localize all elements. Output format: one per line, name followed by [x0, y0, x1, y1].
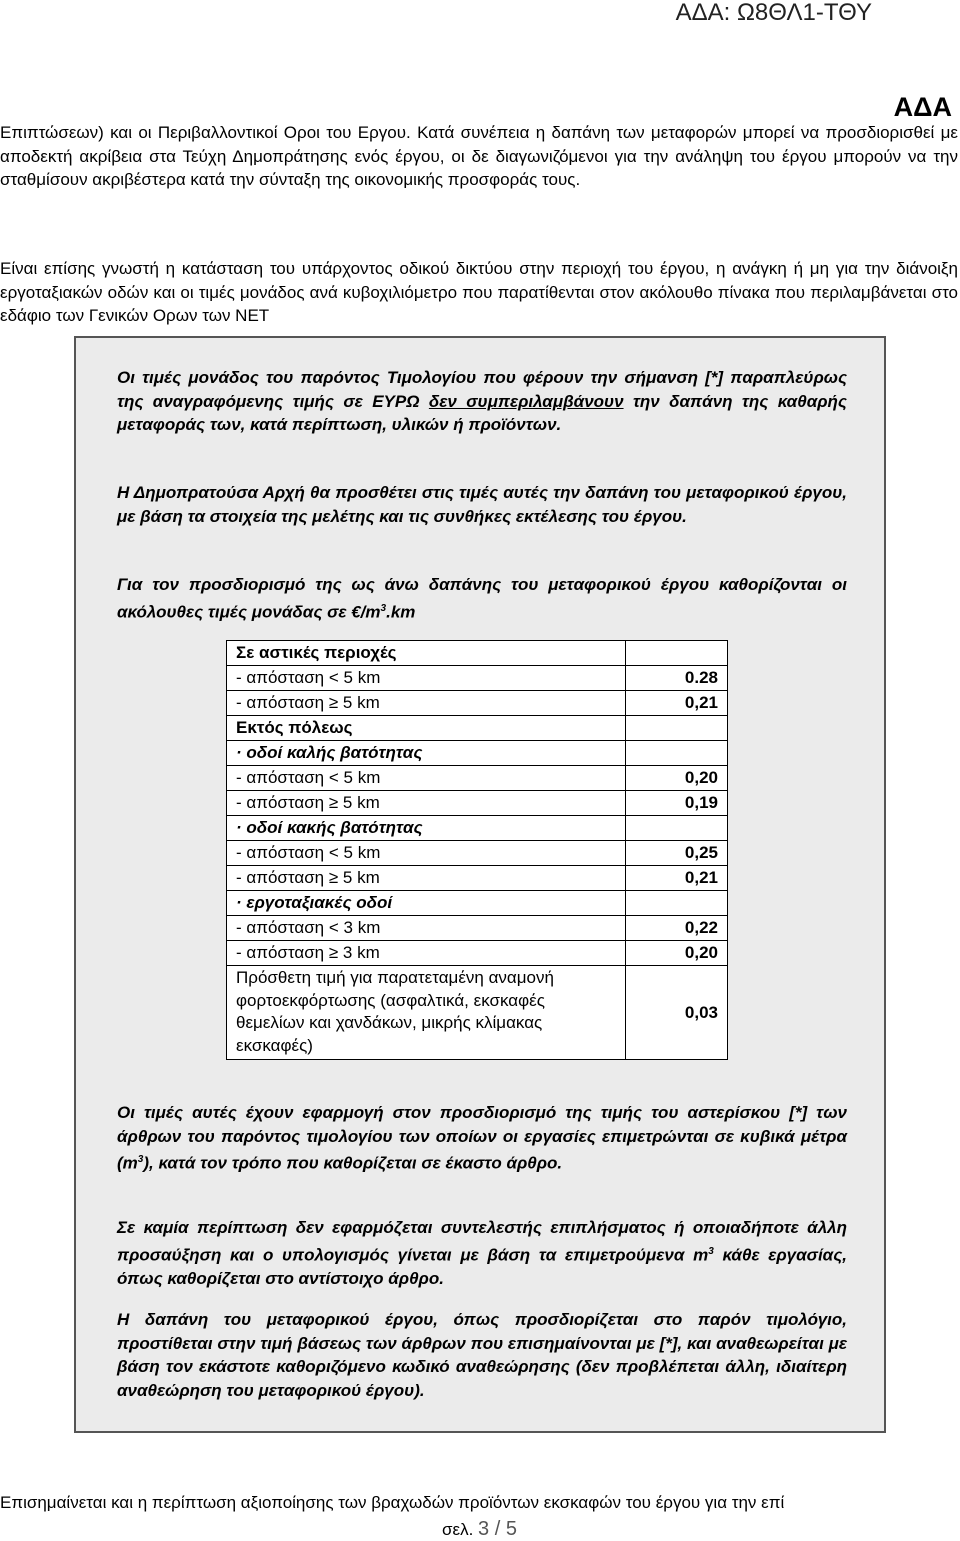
table-row: Σε αστικές περιοχές: [227, 641, 728, 666]
page-number: σελ. 3 / 5: [442, 1518, 517, 1540]
table-row: - απόσταση ≥ 5 km 0,21: [227, 691, 728, 716]
table-row: - απόσταση < 5 km 0,20: [227, 766, 728, 791]
table-row: - απόσταση ≥ 5 km 0,19: [227, 791, 728, 816]
not-included-emphasis: δεν συμπεριλαμβάνουν: [428, 391, 624, 411]
table-row: Εκτός πόλεως: [227, 716, 728, 741]
note-asterisk-application: Οι τιμές αυτές έχουν εφαρμογή στον προσδιορισμό της τιμής του αστερίσκου [*] των άρθρων του παρόντος τιμολογίου των οποίων οι εργασίες επιμετρώνται σε κυβικά μέτρα $(m^3)$, κατά τον τρόπο που καθορίζεται σε έκαστο άρθρο.: [117, 1103, 847, 1173]
table-row: · οδοί κακής βατότητας: [227, 816, 728, 841]
table-row: · εργοταξιακές οδοί: [227, 891, 728, 916]
table-row: - απόσταση ≥ 3 km 0,20: [227, 941, 728, 966]
pricing-note-box: [74, 336, 886, 1433]
table-row: Πρόσθετη τιμή για παρατεταμένη αναμονή φορτοεκφόρτωσης (ασφαλτικά, εκσκαφές θεμελίων και χανδάκων, μικρής κλίμακας εκσκαφές) 0,03: [227, 966, 728, 1060]
note-asterisk-prices: Οι τιμές μονάδος του παρόντος Τιμολογίου που φέρουν την σήμανση [*] παραπλεύρως της αναγραφόμενης τιμής σε ΕΥΡΩ δεν συμπεριλαμβάνουν την δαπάνη της καθαρής μεταφοράς των, κατά περίπτωση, υλικών ή προϊόντων.: [117, 368, 847, 434]
table-row: - απόσταση < 5 km 0.28: [227, 666, 728, 691]
note-unit-prices-intro: Για τον προσδιορισμό της ως άνω δαπάνης του μεταφορικού έργου καθορίζονται οι ακόλουθες τιμές μονάδας σε $€/m^3.km$: [117, 575, 847, 622]
paragraph-transport-costs: Επιπτώσεων) και οι Περιβαλλοντικοί Οροι του Εργου. Κατά συνέπεια η δαπάνη των μεταφορών μπορεί να προσδιορισθεί με αποδεκτή ακρίβεια στα Τεύχη Δημοπράτησης ενός έργου, οι δε διαγωνιζόμενοι για την ανάληψη του έργου μπορούν να την σταθμίσουν ακριβέστερα κατά την σύνταξη της οικονομικής προσφοράς τους.: [0, 123, 958, 189]
table-row: - απόσταση ≥ 5 km 0,21: [227, 866, 728, 891]
ada-code: ΑΔΑ: Ω8ΘΛ1-ΤΘΥ: [675, 0, 872, 26]
note-no-surcharge: Σε καμία περίπτωση δεν εφαρμόζεται συντελεστής επιπλήσματος ή οποιαδήποτε άλλη προσαύξηση και ο υπολογισμός γίνεται με βάση τα επιμετρούμενα $m^3$ κάθε εργασίας, όπως καθορίζεται στο αντίστοιχο άρθρο.: [117, 1218, 847, 1288]
paragraph-road-network: Είναι επίσης γνωστή η κατάσταση του υπάρχοντος οδικού δικτύου στην περιοχή του έργου, η ανάγκη ή μη για την διάνοιξη εργοταξιακών οδών και οι τιμές μονάδος ανά κυβοχιλιόμετρο που παρατίθενται στον ακόλουθο πίνακα που περιλαμβάνεται στο εδάφιο των Γενικών Ορων των ΝΕΤ: [0, 259, 958, 325]
note-authority-adds: Η Δημοπρατούσα Αρχή θα προσθέτει στις τιμές αυτές την δαπάνη του μεταφορικού έργου, με βάση τα στοιχεία της μελέτης και τις συνθήκες εκτέλεσης του έργου.: [117, 483, 847, 526]
table-row: - απόσταση < 5 km 0,25: [227, 841, 728, 866]
ada-mark: ΑΔΑ: [893, 92, 952, 122]
table-row: · οδοί καλής βατότητας: [227, 741, 728, 766]
table-row: - απόσταση < 3 km 0,22: [227, 916, 728, 941]
note-revision: Η δαπάνη του μεταφορικού έργου, όπως προσδιορίζεται στο παρόν τιμολόγιο, προστίθεται στην τιμή βάσεως των άρθρων που επισημαίνονται με [*], και αναθεωρείται με βάση τον εκάστοτε καθοριζόμενο κωδικό αναθεώρησης (δεν προβλέπεται άλλη, ιδιαίτερη αναθεώρηση του μεταφορικού έργου).: [117, 1310, 847, 1400]
unit-rates-table: [226, 640, 728, 1060]
paragraph-rock-reuse: Επισημαίνεται και η περίπτωση αξιοποίησης των βραχωδών προϊόντων εκσκαφών του έργου για την επί: [0, 1493, 785, 1512]
